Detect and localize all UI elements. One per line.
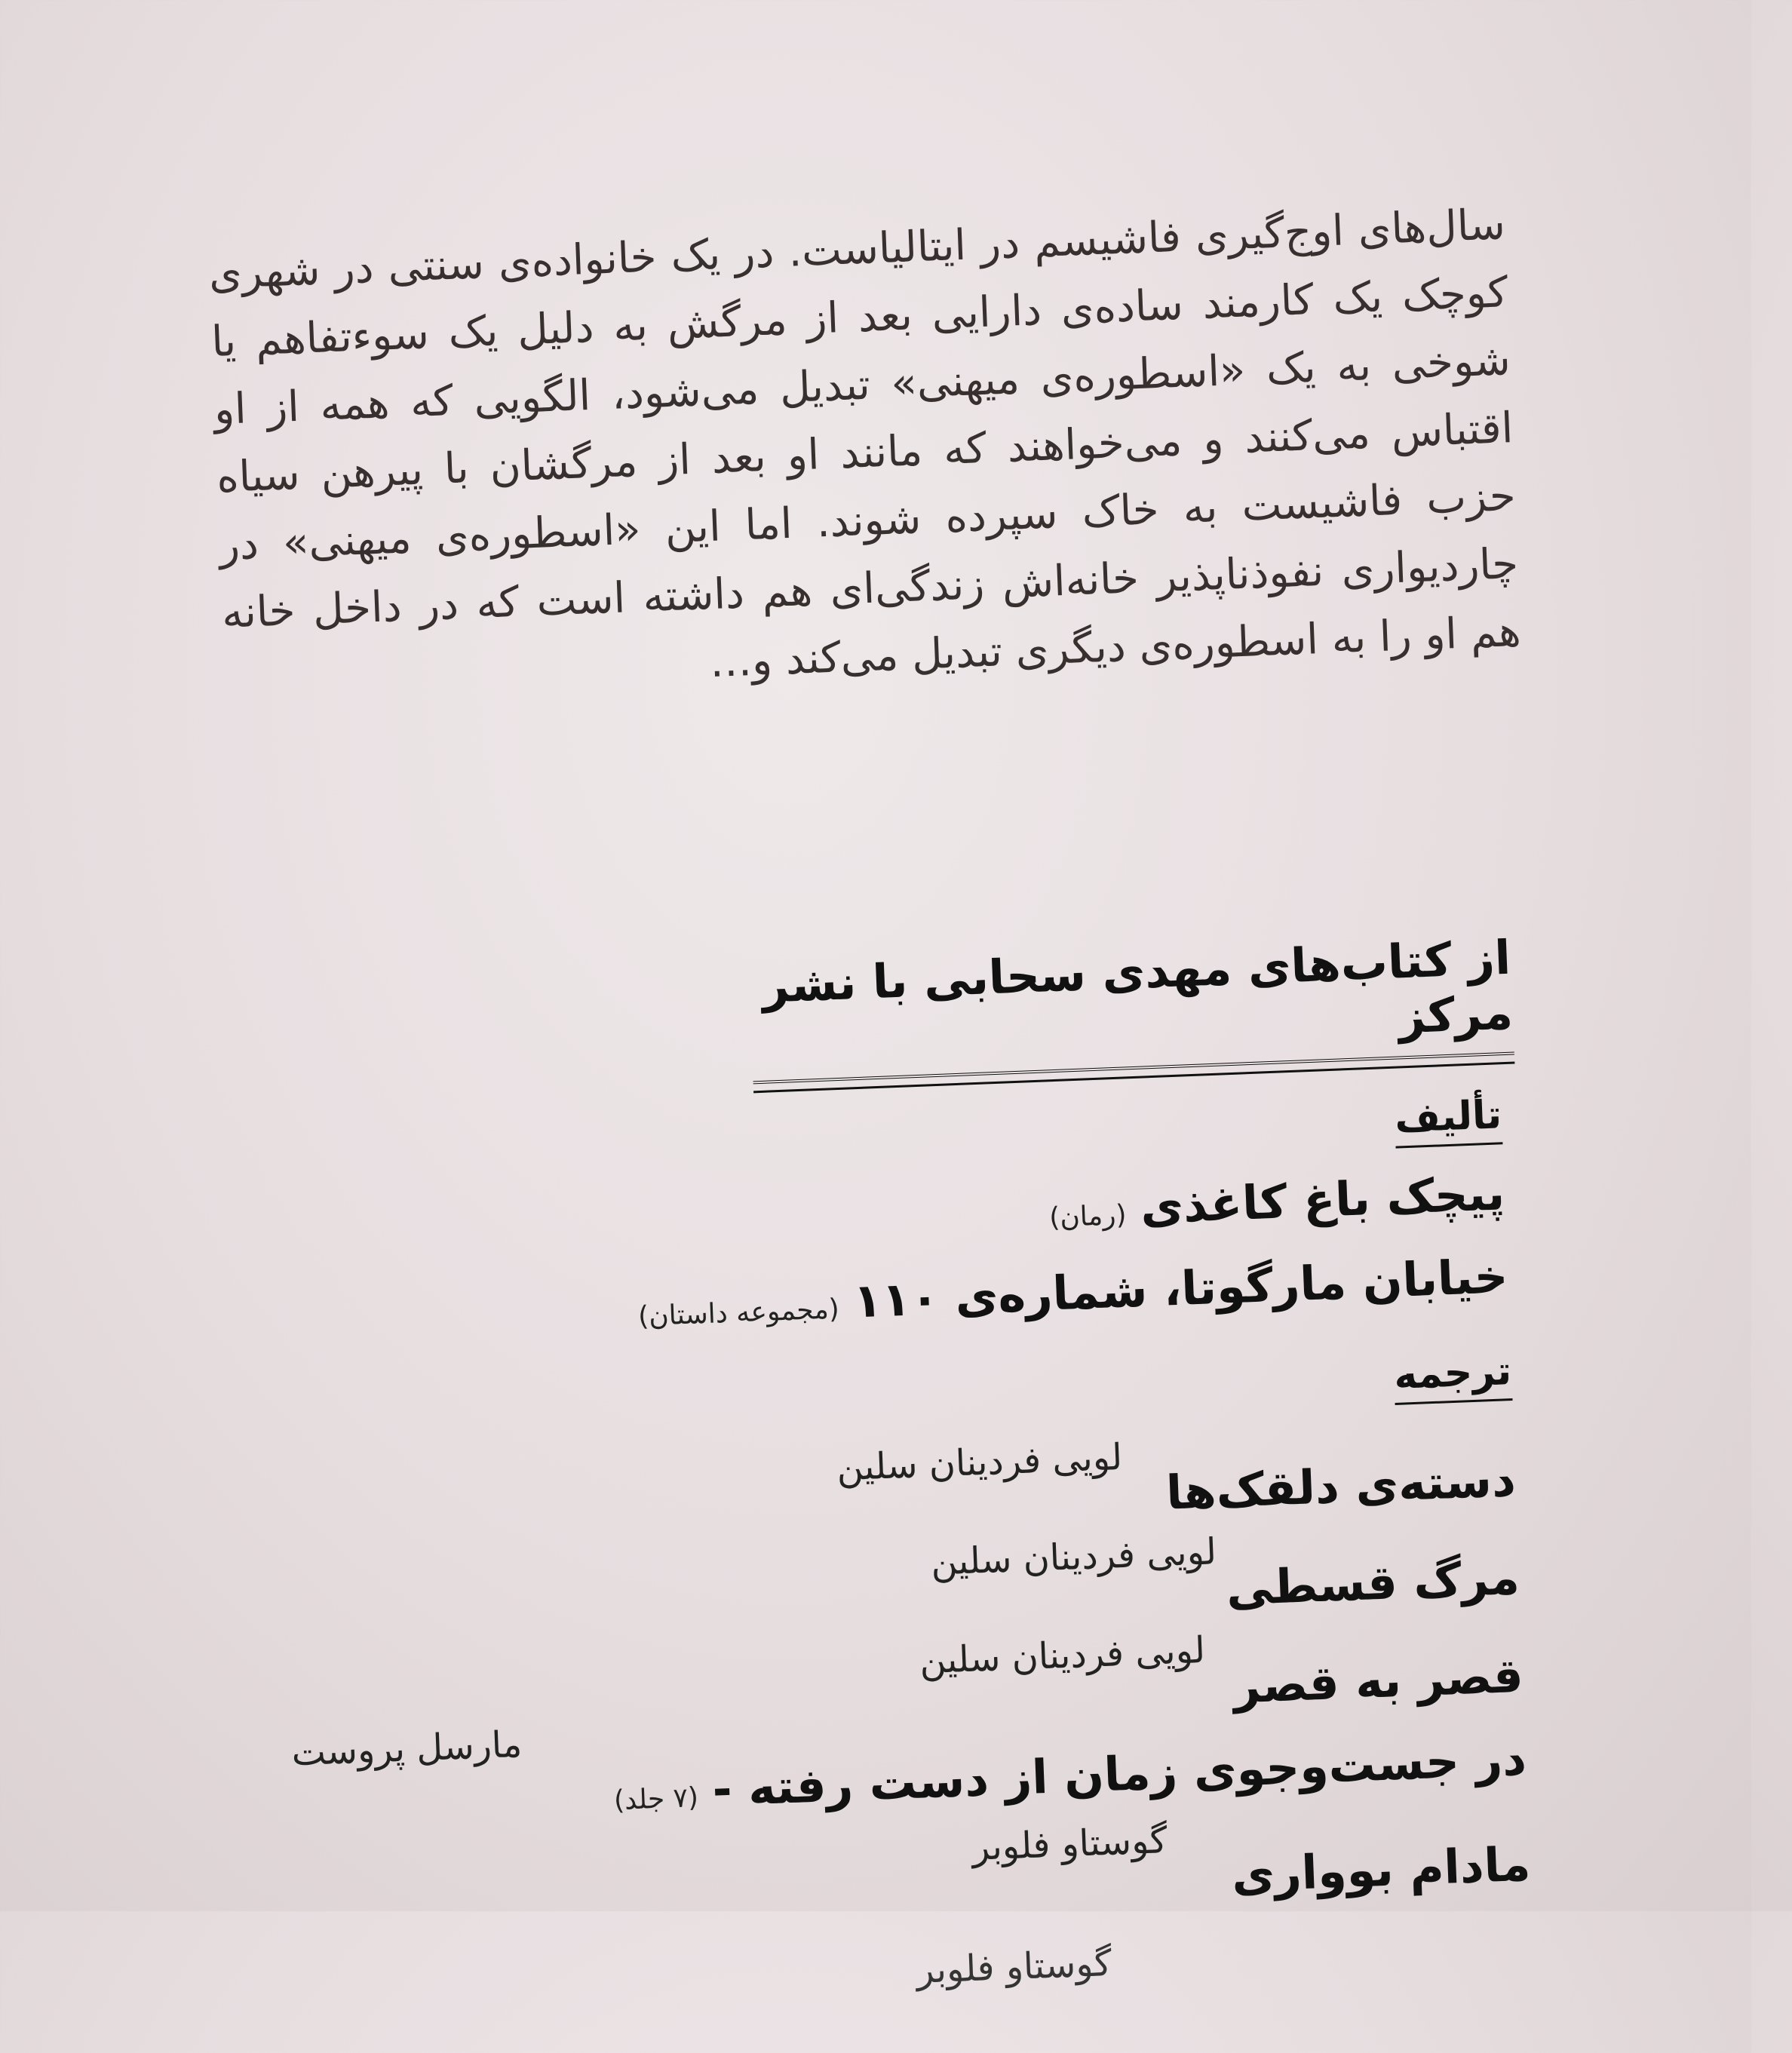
book-author: لویی فردینان سلین	[836, 1435, 1124, 1490]
translated-heading: ترجمه	[1393, 1349, 1512, 1405]
book-note: (رمان)	[1048, 1199, 1128, 1234]
book-note: (۷ جلد)	[613, 1781, 699, 1817]
book-title: پیچک باغ کاغذی	[1139, 1165, 1506, 1235]
section-title: از کتاب‌های مهدی سحابی با نشر مرکز	[748, 930, 1514, 1085]
book-note: (مجموعه داستان)	[637, 1293, 840, 1333]
book-title: قصر به قصر	[1232, 1647, 1524, 1714]
book-author: گوستاو فلوبر	[971, 1819, 1168, 1869]
book-author: گوستاو فلوبر	[916, 1941, 1112, 1992]
book-title: خیابان مارگوتا، شماره‌ی ۱۱۰	[852, 1248, 1509, 1329]
book-author: لویی فردینان سلین	[919, 1628, 1207, 1683]
book-title: مرگ قسطی	[1225, 1549, 1520, 1616]
authored-heading: تألیف	[1394, 1092, 1502, 1148]
book-title: در جست‌وجوی زمان از دست رفته -	[711, 1730, 1528, 1818]
translated-group	[229, 1349, 1536, 2045]
intro-paragraph: سال‌های اوج‌گیری فاشیسم در ایتالیاست. در یک خانواده‌ی سنتی در شهری کوچک یک کارمند ساده‌ی دارایی بعد از مرگش به دلیل یک سوءتفاهم یا شوخی به یک «اسطوره‌ی میهنی» تبدیل می‌شود، الگویی که همه از او اقتباس می‌کنند و می‌خواهند که مانند او بعد از مرگشان با پیرهن سیاه حزب فاشیست به خاک سپرده شوند. اما این «اسطوره‌ی میهنی» در چاردیواری نفوذناپذیر خانه‌اش زندگی‌ای هم داشته است که در داخل خانه هم او را به اسطوره‌ی دیگری تبدیل می‌کند و…	[207, 200, 1522, 688]
authored-group	[219, 1092, 1509, 1367]
book-author: لویی فردینان سلین	[930, 1530, 1218, 1584]
book-title: دسته‌ی دلقک‌ها	[1164, 1451, 1517, 1521]
book-author: مارسل پروست	[290, 1723, 523, 1775]
book-title: مادام بوواری	[1230, 1836, 1532, 1903]
